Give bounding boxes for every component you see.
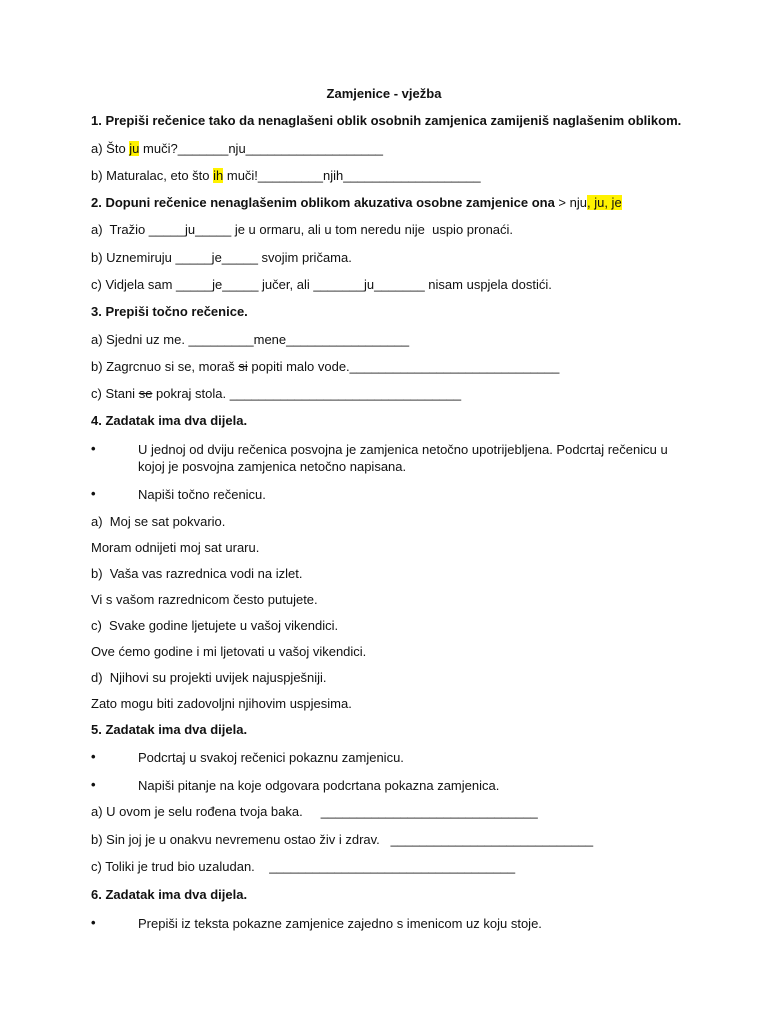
q3-item-b: b) Zagrcnuo si se, moraš si popiti malo vode._____________________________ [91,359,560,374]
q1-item-a: a) Što ju muči?_______nju___________________ [91,141,384,156]
q4-line: Vi s vašom razrednicom često putujete. [91,592,318,607]
highlight: ju [129,141,140,156]
q4-bullet-2: Napiši točno rečenicu. [138,487,266,502]
q4-line: d) Njihovi su projekti uvijek najuspješniji. [91,670,327,685]
q5-item-c: c) Toliki je trud bio uzaludan. __________________________________ [91,859,516,874]
page-title: Zamjenice - vježba [326,86,442,101]
q4-line: a) Moj se sat pokvario. [91,514,226,529]
q2-item-a: a) Tražio _____ju_____ je u ormaru, ali u tom neredu nije uspio pronaći. [91,222,514,237]
q4-bullet-1: U jednoj od dviju rečenica posvojna je zamjenica netočno upotrijebljena. Podcrtaj rečenicu u kojoj je posvojna zamjenica netočno napisana. [138,442,668,474]
bullet: • [91,486,96,501]
highlight: , ju, je [586,195,622,210]
bullet: • [91,441,96,456]
highlight: ih [213,168,224,183]
q2-item-c: c) Vidjela sam _____je_____ jučer, ali _______ju_______ nisam uspjela dostići. [91,277,552,292]
q4-line: b) Vaša vas razrednica vodi na izlet. [91,566,303,581]
q1-heading: 1. Prepiši rečenice tako da nenaglašeni oblik osobnih zamjenica zamijeniš naglašenim oblikom. [91,113,682,128]
q2-item-b: b) Uznemiruju _____je_____ svojim pričama. [91,250,352,265]
q3-item-c: c) Stani se pokraj stola. ________________________________ [91,386,462,401]
q4-line: Moram odnijeti moj sat uraru. [91,540,260,555]
bullet: • [91,915,96,930]
struck-word: si [238,359,248,374]
q5-item-a: a) U ovom je selu rođena tvoja baka. ______________________________ [91,804,538,819]
q4-line: Ove ćemo godine i mi ljetovati u vašoj vikendici. [91,644,367,659]
struck-word: se [138,386,153,401]
q5-heading: 5. Zadatak ima dva dijela. [91,722,248,737]
q5-bullet-2: Napiši pitanje na koje odgovara podcrtana pokazna zamjenica. [138,778,500,793]
q6-bullet-1: Prepiši iz teksta pokazne zamjenice zajedno s imenicom uz koju stoje. [138,916,542,931]
q3-heading: 3. Prepiši točno rečenice. [91,304,248,319]
bullet: • [91,749,96,764]
q2-heading: 2. Dopuni rečenice nenaglašenim oblikom akuzativa osobne zamjenice ona > nju, ju, je [91,195,622,210]
q4-heading: 4. Zadatak ima dva dijela. [91,413,248,428]
q6-heading: 6. Zadatak ima dva dijela. [91,887,248,902]
q5-item-b: b) Sin joj je u onakvu nevremenu ostao živ i zdrav. ____________________________ [91,832,594,847]
q5-bullet-1: Podcrtaj u svakoj rečenici pokaznu zamjenicu. [138,750,404,765]
q1-item-b: b) Maturalac, eto što ih muči!_________njih___________________ [91,168,481,183]
q4-line: c) Svake godine ljetujete u vašoj vikendici. [91,618,339,633]
q3-item-a: a) Sjedni uz me. _________mene_________________ [91,332,410,347]
bullet: • [91,777,96,792]
q4-line: Zato mogu biti zadovoljni njihovim uspjesima. [91,696,352,711]
